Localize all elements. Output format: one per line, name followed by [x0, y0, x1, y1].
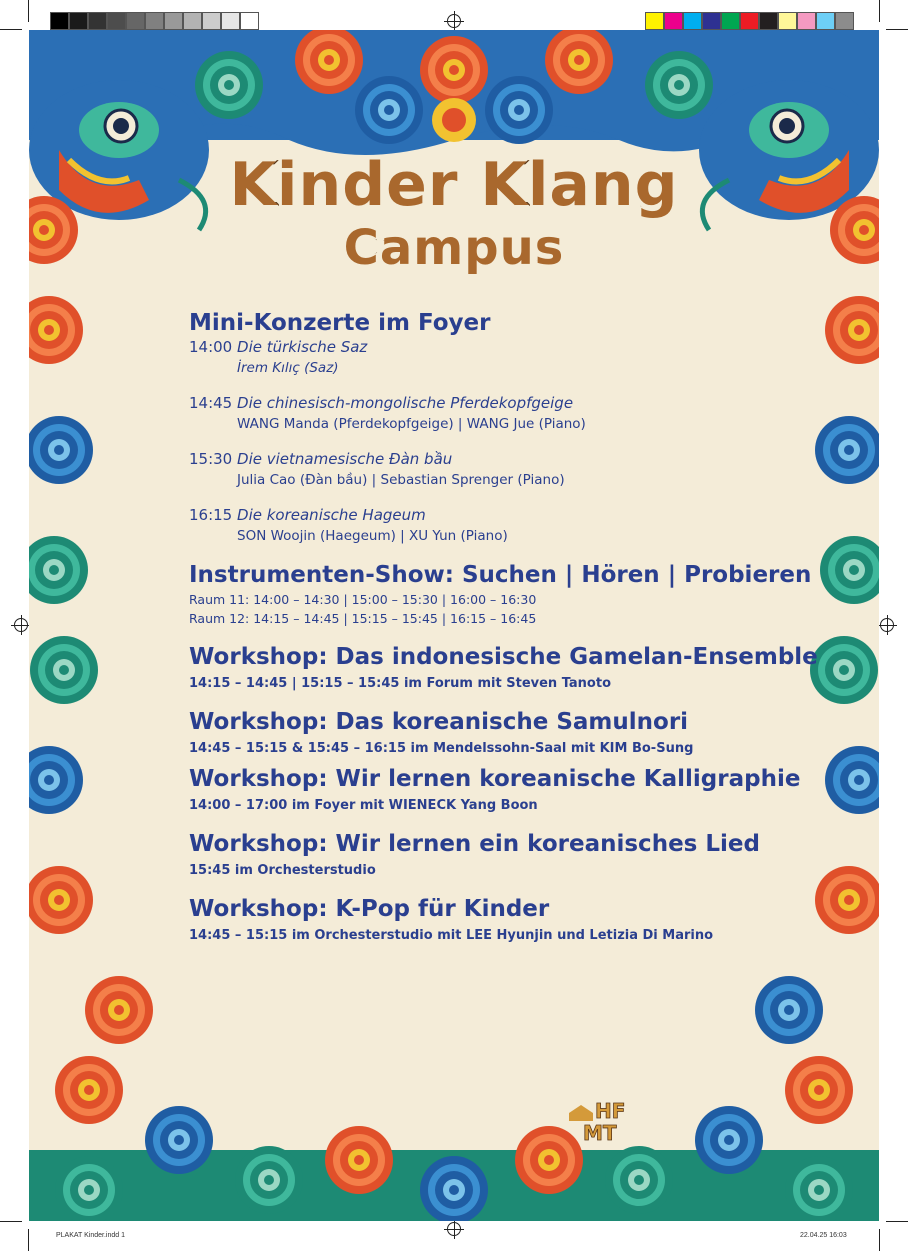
concert-performers: SON Woojin (Haegeum) | XU Yun (Piano)	[237, 528, 508, 544]
slug-date: 22.04.25 16:03	[800, 1232, 847, 1239]
section-heading: Mini-Konzerte im Foyer	[189, 310, 491, 336]
concert-performers: İrem Kılıç (Saz)	[237, 360, 339, 376]
workshop-item	[189, 644, 829, 691]
workshop-heading: Workshop: Wir lernen koreanische Kalligraphie	[189, 766, 801, 792]
concert-item	[189, 394, 829, 432]
concert-time: 16:15	[189, 506, 233, 524]
grayscale-color-bar	[50, 12, 259, 30]
workshop-details: 14:00 – 17:00 im Foyer mit WIENECK Yang Boon	[189, 798, 538, 813]
concert-item	[189, 450, 829, 488]
crop-mark	[0, 29, 22, 30]
workshop-details: 14:45 – 15:15 & 15:45 – 16:15 im Mendelssohn-Saal mit KIM Bo-Sung	[189, 741, 694, 756]
house-icon	[569, 1105, 593, 1121]
concert-performers: WANG Manda (Pferdekopfgeige) | WANG Jue (Piano)	[237, 416, 586, 432]
crop-mark	[28, 0, 29, 22]
poster	[29, 30, 879, 1221]
concert-item	[189, 338, 829, 376]
logo-text: MT	[583, 1121, 617, 1145]
crop-mark	[886, 1221, 908, 1222]
registration-mark	[447, 1222, 461, 1236]
concert-time: 14:00	[189, 338, 233, 356]
concert-time: 15:30	[189, 450, 233, 468]
workshop-item	[189, 831, 829, 878]
concert-title: Die koreanische Hageum	[237, 506, 426, 524]
registration-mark	[880, 618, 894, 632]
workshop-item	[189, 709, 829, 756]
logo-text: HF	[595, 1099, 626, 1123]
concert-title: Die vietnamesische Đàn bầu	[237, 450, 453, 468]
hfmt-logo	[569, 1099, 629, 1151]
workshop-item	[189, 896, 829, 943]
mini-konzerte-section	[189, 310, 829, 544]
instrumenten-show-section	[189, 562, 829, 626]
program	[189, 310, 829, 961]
slug-filename: PLAKAT Kinder.indd 1	[56, 1232, 126, 1239]
schedule-line: Raum 11: 14:00 – 14:30 | 15:00 – 15:30 | 16:00 – 16:30	[189, 592, 537, 607]
concert-time: 14:45	[189, 394, 233, 412]
crop-mark	[879, 0, 880, 22]
registration-mark	[447, 14, 461, 28]
concert-title: Die chinesisch-mongolische Pferdekopfgeige	[237, 394, 574, 412]
poster-title: Kinder Klang	[229, 150, 679, 220]
registration-mark	[14, 618, 28, 632]
concert-title: Die türkische Saz	[237, 338, 368, 356]
crop-mark	[28, 1229, 29, 1251]
concert-performers: Julia Cao (Đàn bầu) | Sebastian Sprenger (Piano)	[237, 472, 565, 488]
workshop-details: 14:45 – 15:15 im Orchesterstudio mit LEE Hyunjin und Letizia Di Marino	[189, 928, 714, 943]
schedule-line: Raum 12: 14:15 – 14:45 | 15:15 – 15:45 | 16:15 – 16:45	[189, 611, 537, 626]
cmyk-color-bar	[645, 12, 854, 30]
crop-mark	[0, 1221, 22, 1222]
workshop-heading: Workshop: Das koreanische Samulnori	[189, 709, 689, 735]
workshop-heading: Workshop: K-Pop für Kinder	[189, 896, 550, 922]
workshop-heading: Workshop: Das indonesische Gamelan-Ensemble	[189, 644, 818, 670]
concert-item	[189, 506, 829, 544]
poster-subtitle: Campus	[343, 220, 565, 276]
crop-mark	[886, 29, 908, 30]
workshop-heading: Workshop: Wir lernen ein koreanisches Lied	[189, 831, 760, 857]
section-heading: Instrumenten-Show: Suchen | Hören | Probieren	[189, 562, 812, 588]
workshop-item	[189, 766, 829, 813]
crop-mark	[879, 1229, 880, 1251]
workshop-details: 15:45 im Orchesterstudio	[189, 863, 376, 878]
workshop-details: 14:15 – 14:45 | 15:15 – 15:45 im Forum mit Steven Tanoto	[189, 676, 612, 691]
